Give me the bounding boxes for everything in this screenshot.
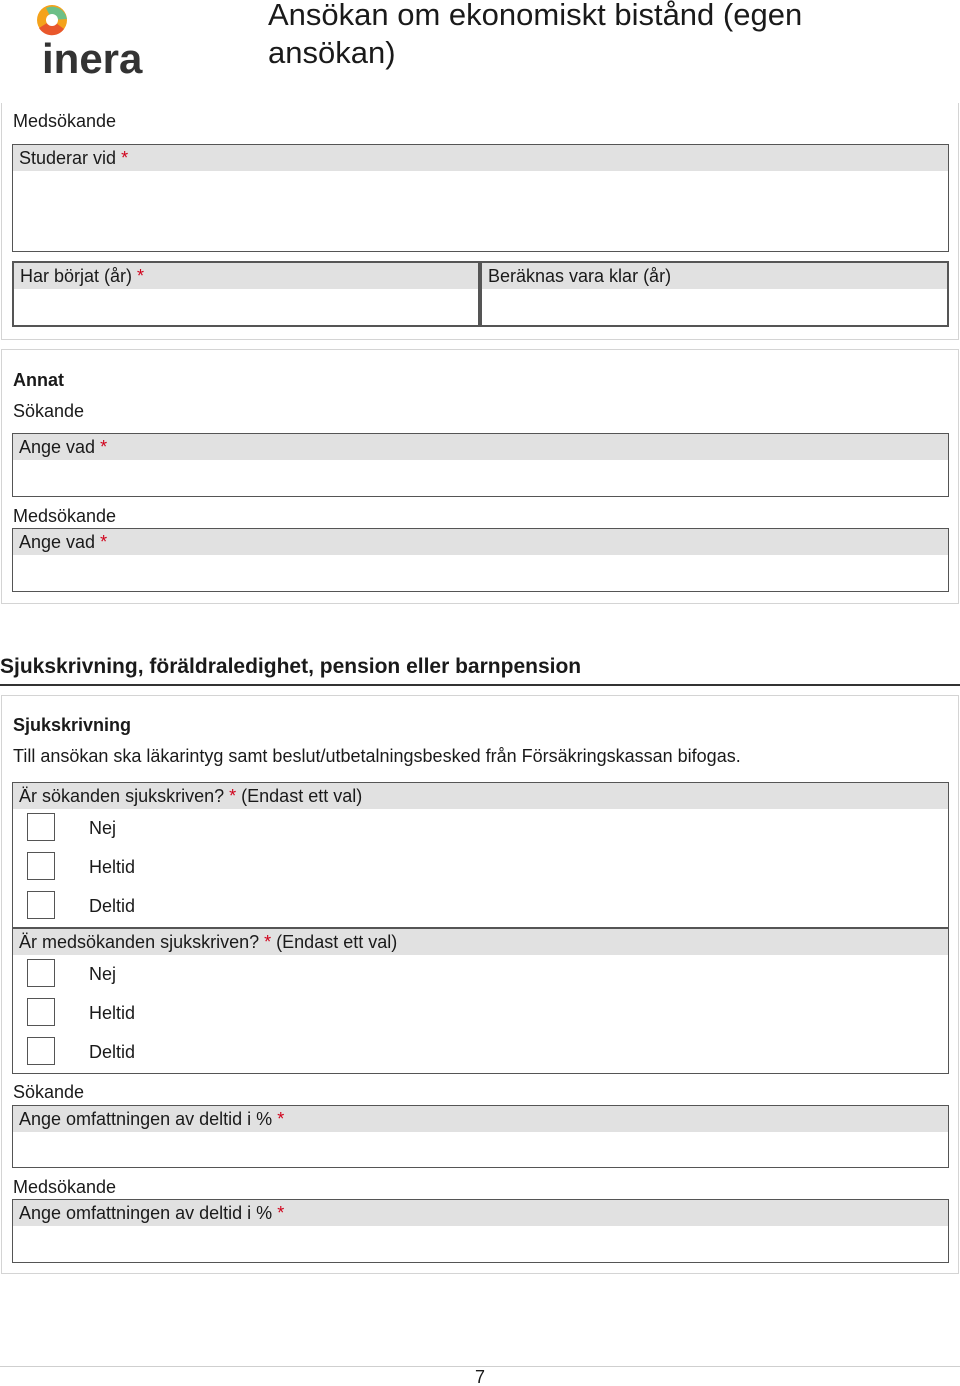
option-deltid-label: Deltid xyxy=(89,896,136,916)
option-nej-label: Nej xyxy=(89,964,117,984)
ange-vad-header xyxy=(13,529,948,555)
required-mark: * xyxy=(100,532,108,552)
question-header xyxy=(13,783,948,809)
required-mark: * xyxy=(137,266,145,286)
sokande-label: Sökande xyxy=(13,1082,85,1102)
checkbox-heltid[interactable] xyxy=(27,998,55,1026)
question-header xyxy=(13,929,948,955)
studerar-vid-field[interactable] xyxy=(12,144,949,252)
checkbox-deltid[interactable] xyxy=(27,891,55,919)
checkbox-nej[interactable] xyxy=(27,813,55,841)
beraknas-klar-header xyxy=(482,263,947,289)
sokande-sjukskriven-question xyxy=(12,782,949,928)
har-borjat-header xyxy=(14,263,478,289)
beraknas-klar-label: Beräknas vara klar (år) xyxy=(488,266,672,286)
inera-logo xyxy=(30,2,160,78)
ange-vad-label: Ange vad xyxy=(19,532,96,552)
checkbox-deltid[interactable] xyxy=(27,1037,55,1065)
option-heltid-label: Heltid xyxy=(89,857,136,877)
option-deltid-label: Deltid xyxy=(89,1042,136,1062)
single-choice-note: (Endast ett val) xyxy=(276,932,398,952)
option-heltid-label: Heltid xyxy=(89,1003,136,1023)
checkbox-heltid[interactable] xyxy=(27,852,55,880)
single-choice-note: (Endast ett val) xyxy=(241,786,363,806)
attachment-info: Till ansökan ska läkarintyg samt beslut/utbetalningsbesked från Försäkringskassan bifogas. xyxy=(13,746,741,766)
required-mark: * xyxy=(100,437,108,457)
required-mark: * xyxy=(121,148,129,168)
annat-heading: Annat xyxy=(13,370,64,390)
study-card xyxy=(1,103,959,340)
omfattning-medsokande-field[interactable] xyxy=(12,1199,949,1263)
sokande-label: Sökande xyxy=(13,401,85,421)
document-title: Ansökan om ekonomiskt bistånd (egen ansökan) xyxy=(268,0,803,70)
section-divider xyxy=(0,684,960,686)
option-nej-label: Nej xyxy=(89,818,117,838)
logo-wordmark: inera xyxy=(42,35,143,78)
medsokande-label: Medsökande xyxy=(13,1177,117,1197)
required-mark: * xyxy=(277,1109,285,1129)
ange-vad-label: Ange vad xyxy=(19,437,96,457)
beraknas-klar-field[interactable] xyxy=(480,261,949,327)
omfattning-header xyxy=(13,1200,948,1226)
sjukskrivning-heading: Sjukskrivning xyxy=(13,715,132,735)
ange-vad-header xyxy=(13,434,948,460)
medsokande-label: Medsökande xyxy=(13,506,117,526)
ange-vad-sokande-field[interactable] xyxy=(12,433,949,497)
required-mark: * xyxy=(229,786,237,806)
checkbox-nej[interactable] xyxy=(27,959,55,987)
section-title: Sjukskrivning, föräldraledighet, pension eller barnpension xyxy=(0,655,582,678)
har-borjat-label: Har börjat (år) xyxy=(20,266,133,286)
page-number: 7 xyxy=(474,1367,485,1386)
studerar-vid-header xyxy=(13,145,948,171)
studerar-vid-label: Studerar vid xyxy=(19,148,117,168)
omfattning-sokande-field[interactable] xyxy=(12,1105,949,1168)
omfattning-label: Ange omfattningen av deltid i % xyxy=(19,1109,273,1129)
required-mark: * xyxy=(277,1203,285,1223)
question-label: Är medsökanden sjukskriven? xyxy=(19,932,260,952)
question-label: Är sökanden sjukskriven? xyxy=(19,786,225,806)
medsokande-label: Medsökande xyxy=(13,111,117,131)
required-mark: * xyxy=(264,932,272,952)
annat-card xyxy=(1,349,959,604)
ange-vad-medsokande-field[interactable] xyxy=(12,528,949,592)
har-borjat-field[interactable] xyxy=(12,261,480,327)
omfattning-label: Ange omfattningen av deltid i % xyxy=(19,1203,273,1223)
medsokande-sjukskriven-question xyxy=(12,928,949,1074)
omfattning-header xyxy=(13,1106,948,1132)
sjukskrivning-card xyxy=(1,695,959,1274)
